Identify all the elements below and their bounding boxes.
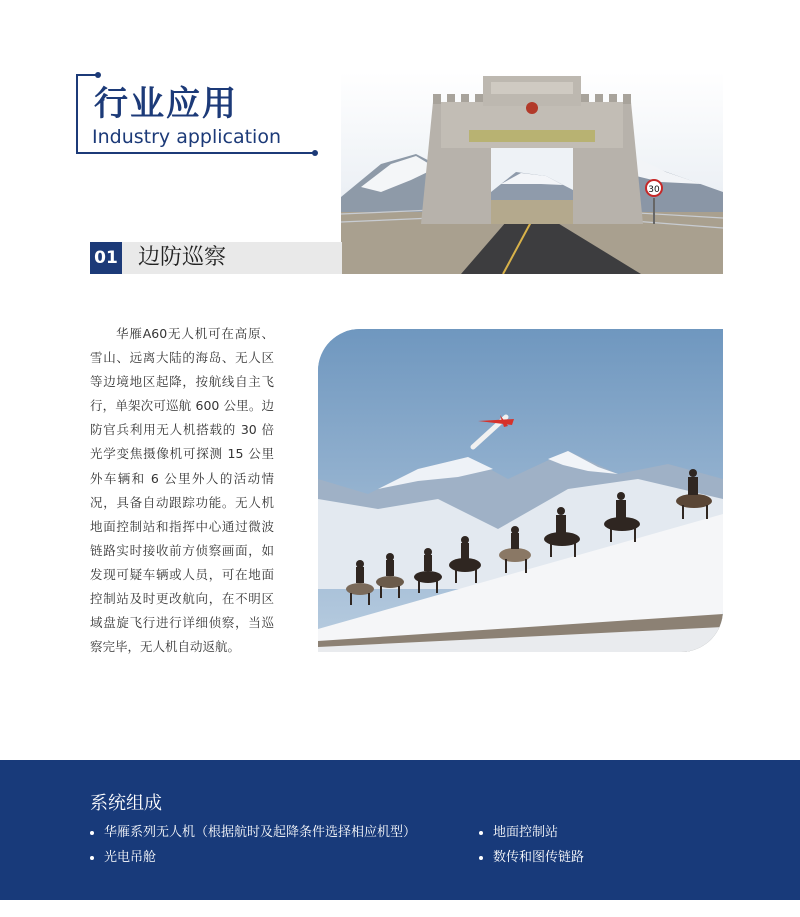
bullet-icon: [479, 831, 483, 835]
frame-line: [76, 152, 314, 154]
bullet-icon: [479, 856, 483, 860]
section-title: 边防巡察: [138, 245, 227, 270]
page-title: 行业应用: [94, 84, 238, 124]
frame-dot: [95, 72, 101, 78]
system-item: 地面控制站: [479, 824, 558, 842]
system-item: 光电吊舱: [90, 849, 156, 867]
patrol-photo: [318, 329, 723, 652]
patrol-illustration: [318, 329, 723, 652]
border-gate-photo: [341, 72, 723, 274]
frame-line: [76, 74, 78, 154]
frame-dot: [312, 150, 318, 156]
system-title: 系统组成: [90, 793, 162, 814]
bullet-icon: [90, 856, 94, 860]
body-paragraph: 华雁A60无人机可在高原、雪山、远离大陆的海岛、无人区等边境地区起降，按航线自主飞行，单架次可巡航 600 公里。边防官兵利用无人机搭载的 30 倍光学变焦摄像机可探测 15 公里外车辆和 6 公里外人的活动情况，具备自动跟踪功能。无人机地面控制站和指挥中心通过微波链路实时接收前方侦察画面，如发现可疑车辆或人员，可在地面控制站及时更改航向，在不明区域盘旋飞行进行详细侦察，当巡察完毕，无人机自动返航。: [90, 326, 274, 655]
page-subtitle: Industry application: [92, 126, 281, 148]
border-gate-illustration: [341, 72, 723, 274]
system-item: 数传和图传链路: [479, 849, 584, 867]
bullet-icon: [90, 831, 94, 835]
section-number: 01: [90, 242, 122, 274]
speed-limit-sign: 30: [648, 185, 660, 195]
system-item: 华雁系列无人机（根据航时及起降条件选择相应机型）: [90, 824, 416, 842]
